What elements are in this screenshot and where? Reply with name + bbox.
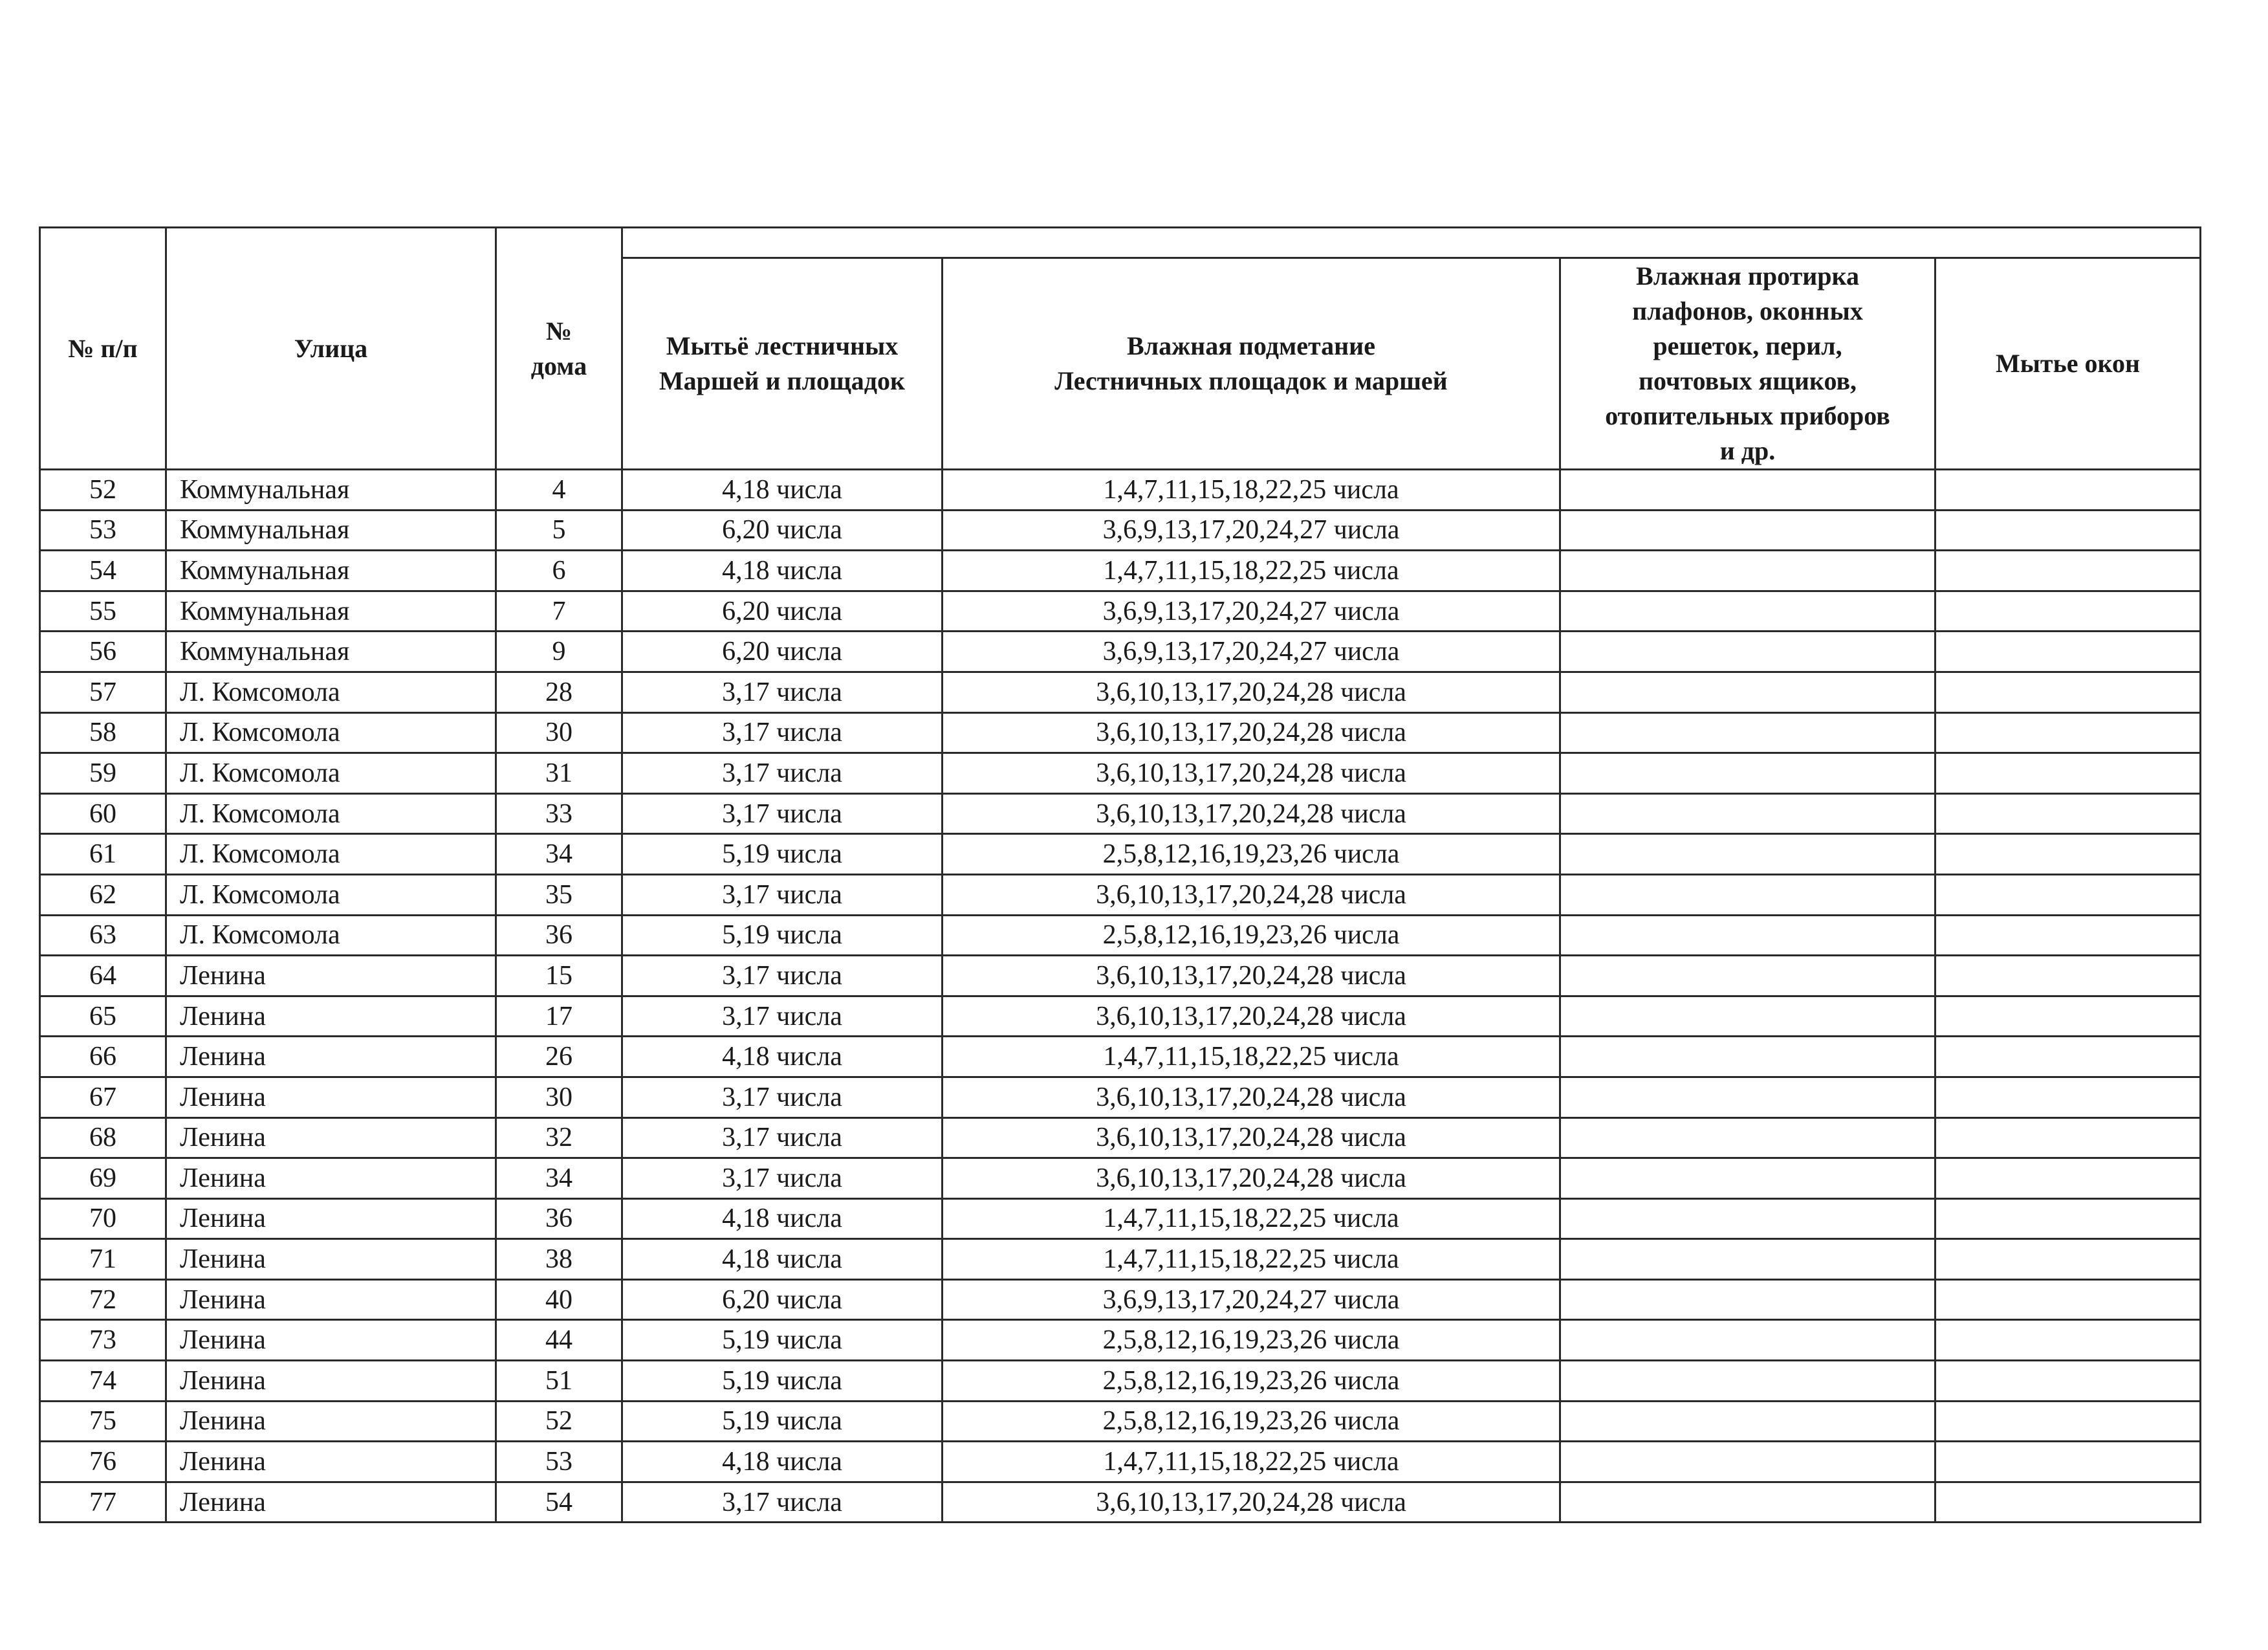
cell-house: 34 xyxy=(496,834,622,875)
cell-wash: 5,19 числа xyxy=(622,1361,943,1402)
cell-windows xyxy=(1935,1482,2201,1523)
cell-street: Ленина xyxy=(166,1279,496,1320)
cell-num: 76 xyxy=(40,1442,166,1482)
cell-sweep: 1,4,7,11,15,18,22,25 числа xyxy=(943,551,1560,591)
cell-sweep: 1,4,7,11,15,18,22,25 числа xyxy=(943,1239,1560,1280)
cell-num: 58 xyxy=(40,712,166,753)
cell-windows xyxy=(1935,1117,2201,1158)
cell-wipe xyxy=(1560,672,1935,712)
cell-windows xyxy=(1935,470,2201,511)
cell-wash: 6,20 числа xyxy=(622,1279,943,1320)
table-row xyxy=(40,1279,2201,1320)
cell-wipe xyxy=(1560,1077,1935,1117)
cell-wipe xyxy=(1560,632,1935,672)
cell-windows xyxy=(1935,834,2201,875)
cell-num: 61 xyxy=(40,834,166,875)
cell-house: 54 xyxy=(496,1482,622,1523)
table-row xyxy=(40,591,2201,632)
cell-wash: 3,17 числа xyxy=(622,874,943,915)
table-row xyxy=(40,956,2201,996)
cell-wash: 4,18 числа xyxy=(622,1239,943,1280)
header-wash-line: Мытьё лестничных xyxy=(666,331,899,360)
cell-num: 54 xyxy=(40,551,166,591)
schedule-sheet xyxy=(39,226,2199,1523)
cell-wash: 4,18 числа xyxy=(622,1198,943,1239)
cell-street: Л. Комсомола xyxy=(166,753,496,794)
cell-street: Ленина xyxy=(166,1320,496,1361)
cell-street: Ленина xyxy=(166,996,496,1037)
header-sweep-line: Влажная подметание xyxy=(1127,331,1375,360)
table-row xyxy=(40,915,2201,956)
table-row xyxy=(40,874,2201,915)
cell-num: 73 xyxy=(40,1320,166,1361)
cell-sweep: 2,5,8,12,16,19,23,26 числа xyxy=(943,1361,1560,1402)
table-row xyxy=(40,632,2201,672)
header-wipe-line: отопительных приборов xyxy=(1605,401,1890,430)
cell-num: 71 xyxy=(40,1239,166,1280)
cell-wash: 4,18 числа xyxy=(622,470,943,511)
cell-wipe xyxy=(1560,1117,1935,1158)
cell-sweep: 3,6,9,13,17,20,24,27 числа xyxy=(943,632,1560,672)
cell-house: 35 xyxy=(496,874,622,915)
cell-num: 55 xyxy=(40,591,166,632)
cell-wipe xyxy=(1560,956,1935,996)
header-wipe-line: решеток, перил, xyxy=(1653,331,1842,360)
cell-wash: 5,19 числа xyxy=(622,1320,943,1361)
cell-wipe xyxy=(1560,834,1935,875)
table-row xyxy=(40,1117,2201,1158)
cell-windows xyxy=(1935,915,2201,956)
header-house-line: дома xyxy=(530,351,587,380)
cell-street: Ленина xyxy=(166,1361,496,1402)
table-header xyxy=(40,228,2201,470)
cell-street: Коммунальная xyxy=(166,510,496,551)
cell-wipe xyxy=(1560,874,1935,915)
cell-sweep: 2,5,8,12,16,19,23,26 числа xyxy=(943,1401,1560,1442)
cell-house: 52 xyxy=(496,1401,622,1442)
cell-street: Л. Комсомола xyxy=(166,874,496,915)
cell-num: 64 xyxy=(40,956,166,996)
cell-wash: 3,17 числа xyxy=(622,672,943,712)
cell-house: 9 xyxy=(496,632,622,672)
cell-wipe xyxy=(1560,712,1935,753)
header-row-top xyxy=(40,228,2201,258)
cell-num: 53 xyxy=(40,510,166,551)
cell-wipe xyxy=(1560,1158,1935,1199)
header-sweep-line: Лестничных площадок и маршей xyxy=(1054,366,1448,395)
cell-house: 4 xyxy=(496,470,622,511)
table-row xyxy=(40,1442,2201,1482)
cell-sweep: 3,6,9,13,17,20,24,27 числа xyxy=(943,1279,1560,1320)
cell-house: 31 xyxy=(496,753,622,794)
cell-wipe xyxy=(1560,1361,1935,1402)
cell-sweep: 3,6,10,13,17,20,24,28 числа xyxy=(943,1077,1560,1117)
table-row xyxy=(40,712,2201,753)
cell-house: 30 xyxy=(496,712,622,753)
cell-wipe xyxy=(1560,1320,1935,1361)
cell-house: 33 xyxy=(496,793,622,834)
table-row xyxy=(40,1482,2201,1523)
cell-house: 51 xyxy=(496,1361,622,1402)
table-row xyxy=(40,1401,2201,1442)
cell-wipe xyxy=(1560,1037,1935,1077)
cell-windows xyxy=(1935,793,2201,834)
cell-windows xyxy=(1935,632,2201,672)
cell-house: 44 xyxy=(496,1320,622,1361)
cell-wipe xyxy=(1560,470,1935,511)
cell-wipe xyxy=(1560,1482,1935,1523)
cell-street: Л. Комсомола xyxy=(166,915,496,956)
cell-windows xyxy=(1935,1239,2201,1280)
cell-windows xyxy=(1935,996,2201,1037)
header-wipe xyxy=(1560,258,1935,470)
table-row xyxy=(40,1158,2201,1199)
cell-wash: 3,17 числа xyxy=(622,1117,943,1158)
cell-house: 26 xyxy=(496,1037,622,1077)
cell-house: 53 xyxy=(496,1442,622,1482)
cell-num: 72 xyxy=(40,1279,166,1320)
cell-num: 52 xyxy=(40,470,166,511)
header-house-line: № xyxy=(545,316,572,346)
cell-num: 56 xyxy=(40,632,166,672)
header-windows: Мытье окон xyxy=(1935,258,2201,470)
header-wash-line: Маршей и площадок xyxy=(659,366,906,395)
cell-windows xyxy=(1935,1158,2201,1199)
cell-wipe xyxy=(1560,591,1935,632)
cell-wash: 6,20 числа xyxy=(622,591,943,632)
cell-num: 77 xyxy=(40,1482,166,1523)
table-row xyxy=(40,510,2201,551)
cell-sweep: 2,5,8,12,16,19,23,26 числа xyxy=(943,915,1560,956)
cell-windows xyxy=(1935,1320,2201,1361)
cell-wipe xyxy=(1560,793,1935,834)
cell-house: 32 xyxy=(496,1117,622,1158)
header-street: Улица xyxy=(166,228,496,470)
header-wipe-line: и др. xyxy=(1719,436,1776,465)
header-group-blank xyxy=(622,228,2201,258)
cell-wash: 4,18 числа xyxy=(622,551,943,591)
cell-wipe xyxy=(1560,753,1935,794)
cell-street: Коммунальная xyxy=(166,632,496,672)
cell-windows xyxy=(1935,510,2201,551)
cell-num: 57 xyxy=(40,672,166,712)
cell-wipe xyxy=(1560,1198,1935,1239)
cell-wash: 3,17 числа xyxy=(622,956,943,996)
cell-street: Коммунальная xyxy=(166,470,496,511)
cell-sweep: 3,6,10,13,17,20,24,28 числа xyxy=(943,712,1560,753)
cell-num: 70 xyxy=(40,1198,166,1239)
cell-sweep: 3,6,10,13,17,20,24,28 числа xyxy=(943,672,1560,712)
header-wipe-line: почтовых ящиков, xyxy=(1638,366,1857,395)
cell-house: 17 xyxy=(496,996,622,1037)
cell-house: 40 xyxy=(496,1279,622,1320)
cell-sweep: 1,4,7,11,15,18,22,25 числа xyxy=(943,1198,1560,1239)
cell-sweep: 1,4,7,11,15,18,22,25 числа xyxy=(943,1442,1560,1482)
cell-street: Ленина xyxy=(166,1158,496,1199)
header-wipe-line: плафонов, оконных xyxy=(1632,296,1863,325)
cell-wash: 4,18 числа xyxy=(622,1442,943,1482)
cell-house: 38 xyxy=(496,1239,622,1280)
table-row xyxy=(40,1198,2201,1239)
cell-wash: 3,17 числа xyxy=(622,712,943,753)
cell-windows xyxy=(1935,1401,2201,1442)
cell-street: Ленина xyxy=(166,1239,496,1280)
cell-sweep: 1,4,7,11,15,18,22,25 числа xyxy=(943,1037,1560,1077)
table-row xyxy=(40,1239,2201,1280)
cell-wash: 6,20 числа xyxy=(622,510,943,551)
cell-street: Ленина xyxy=(166,1401,496,1442)
table-row xyxy=(40,1037,2201,1077)
cell-num: 74 xyxy=(40,1361,166,1402)
table-row xyxy=(40,1361,2201,1402)
table-row xyxy=(40,1077,2201,1117)
cell-wipe xyxy=(1560,1239,1935,1280)
cell-street: Ленина xyxy=(166,1442,496,1482)
cell-house: 6 xyxy=(496,551,622,591)
cell-sweep: 3,6,10,13,17,20,24,28 числа xyxy=(943,874,1560,915)
table-row xyxy=(40,793,2201,834)
cell-wash: 3,17 числа xyxy=(622,1482,943,1523)
cell-num: 66 xyxy=(40,1037,166,1077)
cell-street: Л. Комсомола xyxy=(166,712,496,753)
cell-windows xyxy=(1935,874,2201,915)
cell-street: Ленина xyxy=(166,1117,496,1158)
cell-num: 60 xyxy=(40,793,166,834)
cell-house: 36 xyxy=(496,1198,622,1239)
cell-wipe xyxy=(1560,1401,1935,1442)
table-row xyxy=(40,1320,2201,1361)
cell-num: 69 xyxy=(40,1158,166,1199)
cell-house: 30 xyxy=(496,1077,622,1117)
header-house xyxy=(496,228,622,470)
cell-house: 34 xyxy=(496,1158,622,1199)
cell-num: 63 xyxy=(40,915,166,956)
cell-street: Ленина xyxy=(166,1198,496,1239)
cell-wipe xyxy=(1560,915,1935,956)
cell-windows xyxy=(1935,1361,2201,1402)
cell-num: 62 xyxy=(40,874,166,915)
cell-windows xyxy=(1935,1077,2201,1117)
cell-sweep: 1,4,7,11,15,18,22,25 числа xyxy=(943,470,1560,511)
table-row xyxy=(40,470,2201,511)
cell-house: 28 xyxy=(496,672,622,712)
cell-windows xyxy=(1935,591,2201,632)
cell-wipe xyxy=(1560,1442,1935,1482)
cell-wash: 3,17 числа xyxy=(622,1158,943,1199)
cell-wipe xyxy=(1560,510,1935,551)
cell-wash: 5,19 числа xyxy=(622,1401,943,1442)
table-row xyxy=(40,996,2201,1037)
cell-num: 65 xyxy=(40,996,166,1037)
cell-wash: 3,17 числа xyxy=(622,996,943,1037)
cell-sweep: 2,5,8,12,16,19,23,26 числа xyxy=(943,1320,1560,1361)
cell-wipe xyxy=(1560,996,1935,1037)
cell-street: Коммунальная xyxy=(166,551,496,591)
table-row xyxy=(40,834,2201,875)
cell-street: Л. Комсомола xyxy=(166,834,496,875)
cell-street: Ленина xyxy=(166,1077,496,1117)
cell-num: 75 xyxy=(40,1401,166,1442)
cell-sweep: 3,6,10,13,17,20,24,28 числа xyxy=(943,1117,1560,1158)
cell-windows xyxy=(1935,1037,2201,1077)
table-row xyxy=(40,753,2201,794)
cell-windows xyxy=(1935,753,2201,794)
header-sweep xyxy=(943,258,1560,470)
cell-sweep: 3,6,10,13,17,20,24,28 числа xyxy=(943,753,1560,794)
cell-windows xyxy=(1935,712,2201,753)
cell-sweep: 3,6,10,13,17,20,24,28 числа xyxy=(943,1482,1560,1523)
cell-windows xyxy=(1935,551,2201,591)
cell-wash: 5,19 числа xyxy=(622,834,943,875)
cell-street: Коммунальная xyxy=(166,591,496,632)
cell-sweep: 2,5,8,12,16,19,23,26 числа xyxy=(943,834,1560,875)
cell-windows xyxy=(1935,956,2201,996)
cell-num: 67 xyxy=(40,1077,166,1117)
cell-windows xyxy=(1935,1442,2201,1482)
cell-num: 68 xyxy=(40,1117,166,1158)
header-wash xyxy=(622,258,943,470)
cell-wash: 5,19 числа xyxy=(622,915,943,956)
cell-windows xyxy=(1935,672,2201,712)
cell-sweep: 3,6,9,13,17,20,24,27 числа xyxy=(943,591,1560,632)
cell-street: Ленина xyxy=(166,1037,496,1077)
cell-sweep: 3,6,10,13,17,20,24,28 числа xyxy=(943,1158,1560,1199)
cell-house: 5 xyxy=(496,510,622,551)
table-row xyxy=(40,551,2201,591)
cell-windows xyxy=(1935,1279,2201,1320)
cell-wash: 6,20 числа xyxy=(622,632,943,672)
cell-wash: 3,17 числа xyxy=(622,793,943,834)
cell-street: Л. Комсомола xyxy=(166,793,496,834)
cell-windows xyxy=(1935,1198,2201,1239)
cell-wipe xyxy=(1560,551,1935,591)
table-row xyxy=(40,672,2201,712)
cell-sweep: 3,6,9,13,17,20,24,27 числа xyxy=(943,510,1560,551)
cell-num: 59 xyxy=(40,753,166,794)
cell-wash: 3,17 числа xyxy=(622,1077,943,1117)
cell-wash: 3,17 числа xyxy=(622,753,943,794)
cell-house: 7 xyxy=(496,591,622,632)
table-body xyxy=(40,470,2201,1523)
header-wipe-line: Влажная протирка xyxy=(1636,261,1859,291)
cell-sweep: 3,6,10,13,17,20,24,28 числа xyxy=(943,956,1560,996)
cell-wipe xyxy=(1560,1279,1935,1320)
cleaning-schedule-table xyxy=(39,226,2201,1523)
cell-street: Л. Комсомола xyxy=(166,672,496,712)
cell-sweep: 3,6,10,13,17,20,24,28 числа xyxy=(943,793,1560,834)
header-num: № п/п xyxy=(40,228,166,470)
cell-street: Ленина xyxy=(166,956,496,996)
cell-house: 36 xyxy=(496,915,622,956)
cell-wash: 4,18 числа xyxy=(622,1037,943,1077)
cell-sweep: 3,6,10,13,17,20,24,28 числа xyxy=(943,996,1560,1037)
cell-house: 15 xyxy=(496,956,622,996)
cell-street: Ленина xyxy=(166,1482,496,1523)
